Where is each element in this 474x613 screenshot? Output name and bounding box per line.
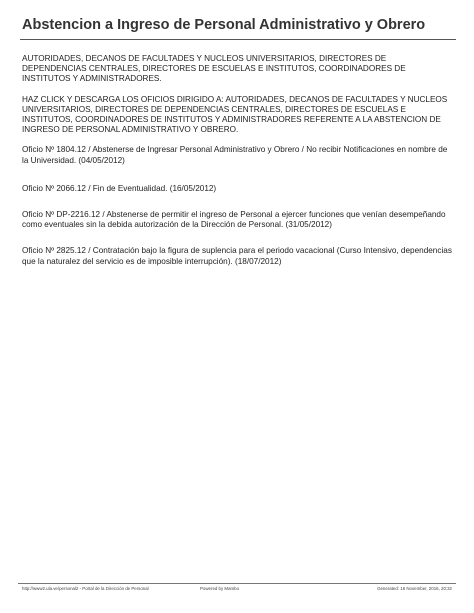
footer-generated-date: Generated: 16 November, 2016, 20:32 [377, 586, 452, 591]
title-block [20, 16, 456, 40]
intro-paragraph: AUTORIDADES, DECANOS DE FACULTADES Y NUCLEOS UNIVERSITARIOS, DIRECTORES DE DEPENDENCIAS CENTRALES, DIRECTORES DE ESCUELAS E INSTITUTOS, COORDINADORES DE INSTITUTOS Y ADMINISTRADORES. [22, 54, 406, 84]
page-title: Abstencion a Ingreso de Personal Administrativo y Obrero [22, 17, 426, 33]
download-instruction: HAZ CLICK Y DESCARGA LOS OFICIOS DIRIGIDO A: AUTORIDADES, DECANOS DE FACULTADES Y NUCLEOS UNIVERSITARIOS, DIRECTORES DE DEPENDENCIAS CENTRALES, DIRECTORES DE ESCUELAS E INSTITUTOS, COORDINADORES DE INSTITUTOS Y ADMINISTRADORES REFERENTE A LA ABSTENCION DE INGRESO DE PERSONAL ADMINISTRATIVO Y OBRERO. [22, 94, 448, 135]
footer-powered-by: Powered by Mambo [200, 586, 240, 591]
oficio-link-2216[interactable]: Oficio Nº DP-2216.12 / Abstenerse de permitir el ingreso de Personal a ejercer funciones que venían desempeñando como eventuales sin la debida autorización de la Dirección de Personal. (31/05/2012) [22, 210, 446, 230]
footer-row [18, 584, 456, 596]
footer-source-url: http://www2.ula.ve/personal2 - Portal de la Dirección de Personal [22, 586, 149, 591]
oficio-link-2825[interactable]: Oficio Nº 2825.12 / Contratación bajo la figura de suplencia para el periodo vacacional (Curso Intensivo, dependencias que la naturalez del servicio es de imposible interrupción). (18/07/2012) [22, 246, 452, 266]
oficio-link-2066[interactable]: Oficio Nº 2066.12 / Fin de Eventualidad. (16/05/2012) [22, 183, 217, 193]
document-body [22, 54, 452, 283]
title-divider [20, 39, 456, 40]
page-footer [18, 583, 456, 596]
oficio-link-1804[interactable]: Oficio Nº 1804.12 / Abstenerse de Ingresar Personal Administrativo y Obrero / No recibir Notificaciones en nombre de la Universidad. (04/05/2012) [22, 145, 448, 165]
